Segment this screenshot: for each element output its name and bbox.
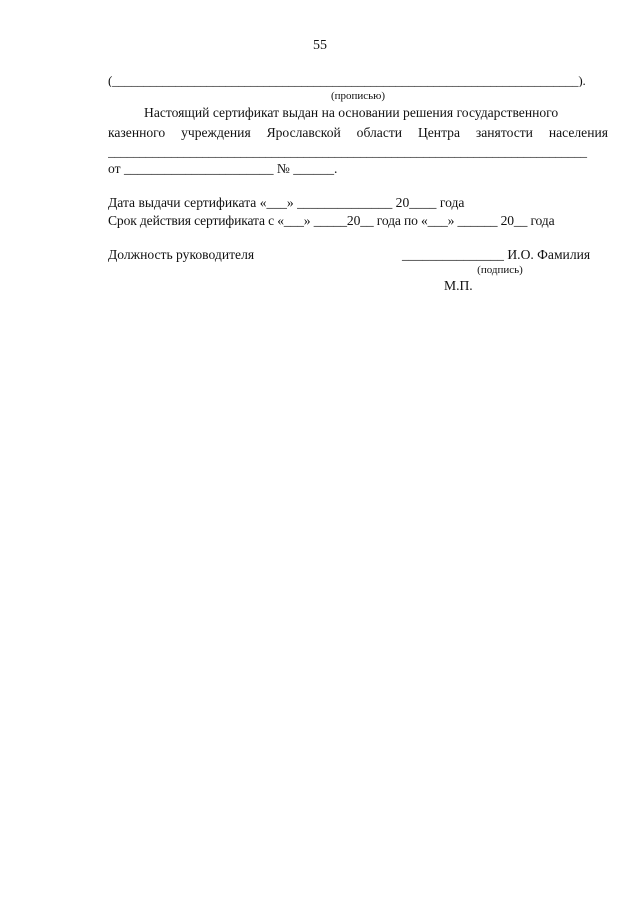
amount-caption: (прописью) xyxy=(330,90,386,102)
page-number: 55 xyxy=(313,38,327,53)
validity-period-line: Срок действия сертификата с «___» _____20__ года по «___» ______ 20__ года xyxy=(108,214,555,228)
certificate-issuer-text: казенного учреждения Ярославской области Центра занятости населения xyxy=(108,125,608,140)
issue-date-line: Дата выдачи сертификата «___» ______________ 20____ года xyxy=(108,195,465,210)
seal-label: М.П. xyxy=(444,278,473,293)
amount-blank-line: (__________________________________________________________________________). xyxy=(108,74,586,87)
signature-caption: (подпись) xyxy=(477,264,523,276)
decision-blank-line: ____________________________________________________________________________ xyxy=(108,145,587,158)
certificate-intro-text: Настоящий сертификат выдан на основании решения государственного xyxy=(144,105,559,120)
signature-line: _______________ И.О. Фамилия xyxy=(402,247,591,262)
position-label: Должность руководителя xyxy=(108,247,255,262)
decision-date-number: от ______________________ № ______. xyxy=(108,161,338,176)
